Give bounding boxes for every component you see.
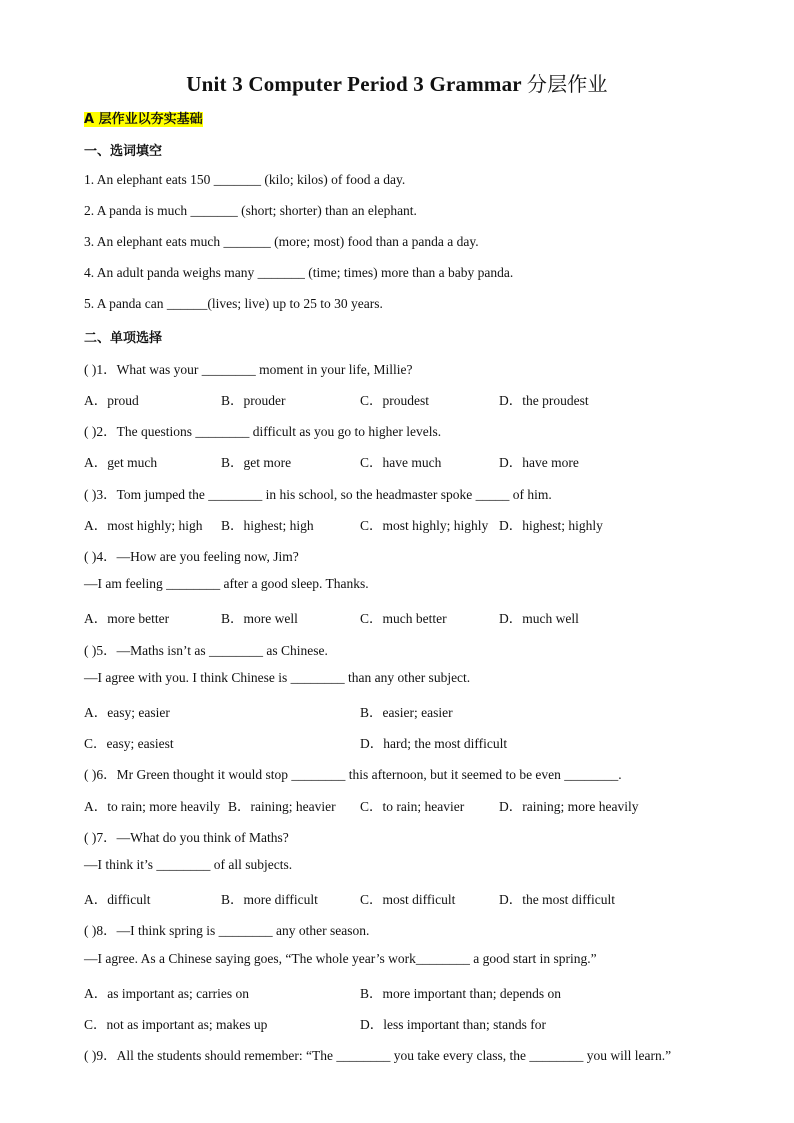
question-4-stem: ( )4．—How are you feeling now, Jim? <box>84 549 299 564</box>
question-5-option-d: D．hard; the most difficult <box>360 736 508 751</box>
question-6-option-d: D．raining; more heavily <box>499 799 639 814</box>
question-3-stem: ( )3．Tom jumped the ________ in his school, so the headmaster spoke _____ of him. <box>84 487 552 502</box>
section1-item-5: 5. A panda can ______(lives; live) up to 25 to 30 years. <box>84 296 383 311</box>
question-4-option-d: D．much well <box>499 611 579 626</box>
question-5-line2: —I agree with you. I think Chinese is ________ than any other subject. <box>84 670 471 685</box>
question-8-option-c: C．not as important as; makes up <box>84 1017 268 1032</box>
question-2-option-d: D．have more <box>499 455 579 470</box>
page-title <box>0 68 794 97</box>
question-7-option-a: A．difficult <box>84 892 151 907</box>
question-2-option-a: A．get much <box>84 455 158 470</box>
question-2-option-c: C．have much <box>360 455 442 470</box>
question-1-option-b: B．prouder <box>221 393 286 408</box>
question-6-option-a: A．to rain; more heavily <box>84 799 221 814</box>
question-6-stem: ( )6．Mr Green thought it would stop ________ this afternoon, but it seemed to be even ________. <box>84 767 622 782</box>
question-2-stem: ( )2．The questions ________ difficult as you go to higher levels. <box>84 424 442 439</box>
question-6-option-b: B．raining; heavier <box>228 799 336 814</box>
section1-heading: 一、选词填空 <box>84 144 163 159</box>
question-4-option-a: A．more better <box>84 611 170 626</box>
level-a-label <box>84 108 203 127</box>
title-chinese: 分层作业 <box>526 72 608 96</box>
question-8-option-a: A．as important as; carries on <box>84 986 249 1001</box>
question-1-option-c: C．proudest <box>360 393 429 408</box>
question-7-stem: ( )7．—What do you think of Maths? <box>84 830 289 845</box>
question-1-stem: ( )1．What was your ________ moment in your life, Millie? <box>84 362 413 377</box>
question-1-option-d: D．the proudest <box>499 393 589 408</box>
question-3-option-d: D．highest; highly <box>499 518 603 533</box>
question-7-option-d: D．the most difficult <box>499 892 615 907</box>
question-3-option-b: B．highest; high <box>221 518 314 533</box>
question-7-option-c: C．most difficult <box>360 892 456 907</box>
question-5-stem: ( )5．—Maths isn’t as ________ as Chinese. <box>84 643 328 658</box>
question-1-option-a: A．proud <box>84 393 139 408</box>
question-8-option-b: B．more important than; depends on <box>360 986 561 1001</box>
question-5-option-a: A．easy; easier <box>84 705 170 720</box>
question-8-option-d: D．less important than; stands for <box>360 1017 546 1032</box>
question-3-option-c: C．most highly; highly <box>360 518 489 533</box>
question-4-option-c: C．much better <box>360 611 447 626</box>
question-3-option-a: A．most highly; high <box>84 518 203 533</box>
level-a-highlight: A 层作业以夯实基础 <box>84 112 203 127</box>
question-8-stem: ( )8．—I think spring is ________ any other season. <box>84 923 370 938</box>
section2-heading: 二、单项选择 <box>84 331 163 346</box>
question-2-option-b: B．get more <box>221 455 292 470</box>
question-8-line2: —I agree. As a Chinese saying goes, “The whole year’s work________ a good start in spring.” <box>84 951 597 966</box>
section1-item-3: 3. An elephant eats much _______ (more; most) food than a panda a day. <box>84 234 479 249</box>
question-4-option-b: B．more well <box>221 611 298 626</box>
question-4-line2: —I am feeling ________ after a good sleep. Thanks. <box>84 576 369 591</box>
section1-item-2: 2. A panda is much _______ (short; shorter) than an elephant. <box>84 203 417 218</box>
title-english: Unit 3 Computer Period 3 Grammar <box>186 72 527 96</box>
section1-item-4: 4. An adult panda weighs many _______ (time; times) more than a baby panda. <box>84 265 514 280</box>
question-7-option-b: B．more difficult <box>221 892 318 907</box>
question-5-option-c: C．easy; easiest <box>84 736 174 751</box>
question-9-stem: ( )9．All the students should remember: “The ________ you take every class, the ________ you will learn.” <box>84 1048 672 1063</box>
question-5-option-b: B．easier; easier <box>360 705 453 720</box>
section1-item-1: 1. An elephant eats 150 _______ (kilo; kilos) of food a day. <box>84 172 406 187</box>
question-7-line2: —I think it’s ________ of all subjects. <box>84 857 293 872</box>
question-6-option-c: C．to rain; heavier <box>360 799 465 814</box>
